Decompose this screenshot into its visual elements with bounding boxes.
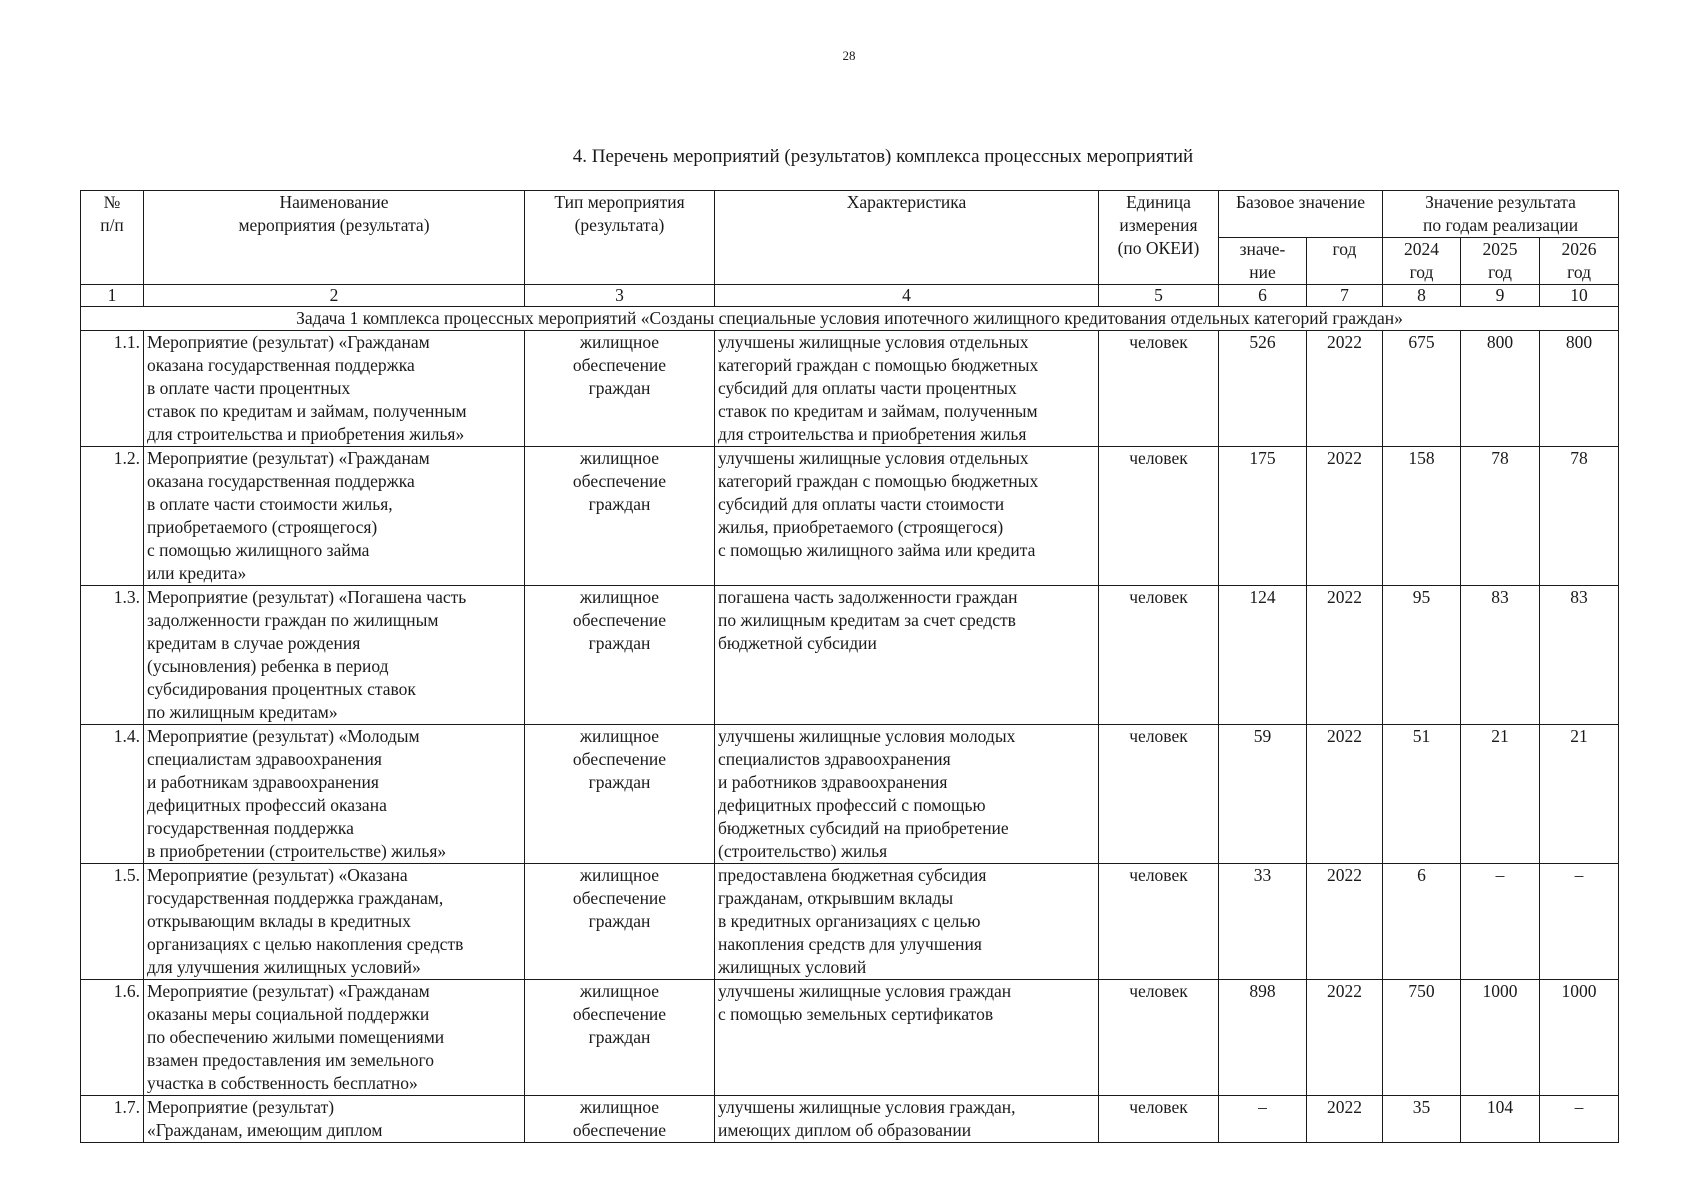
row-base-value: 898	[1219, 980, 1307, 1096]
row-name: Мероприятие (результат) «Гражданам оказана государственная поддержка в оплате части процентных ставок по кредитам и займам, полученным для строительства и приобретения жилья»	[144, 331, 525, 447]
column-number: 6	[1219, 285, 1307, 307]
row-characteristic: улучшены жилищные условия отдельных категорий граждан с помощью бюджетных субсидий для оплаты части процентных ставок по кредитам и займам, полученным для строительства и приобретения жилья	[715, 331, 1099, 447]
row-base-year: 2022	[1307, 447, 1383, 586]
row-num: 1.5.	[81, 864, 144, 980]
row-type: жилищное обеспечение	[525, 1096, 715, 1143]
activities-table	[80, 190, 1619, 1143]
row-num: 1.2.	[81, 447, 144, 586]
column-number: 4	[715, 285, 1099, 307]
header-unit: Единица измерения (по ОКЕИ)	[1099, 191, 1219, 285]
header-year-2024: 2024 год	[1383, 238, 1461, 285]
row-base-value: 124	[1219, 586, 1307, 725]
row-value-2024: 95	[1383, 586, 1461, 725]
row-num: 1.7.	[81, 1096, 144, 1143]
row-unit: человек	[1099, 980, 1219, 1096]
row-value-2025: 104	[1461, 1096, 1540, 1143]
row-unit: человек	[1099, 331, 1219, 447]
row-value-2025: 78	[1461, 447, 1540, 586]
row-base-year: 2022	[1307, 331, 1383, 447]
row-type: жилищное обеспечение граждан	[525, 725, 715, 864]
row-characteristic: улучшены жилищные условия молодых специалистов здравоохранения и работников здравоохранения дефицитных профессий с помощью бюджетных субсидий на приобретение (строительство) жилья	[715, 725, 1099, 864]
header-characteristic: Характеристика	[715, 191, 1099, 285]
row-num: 1.1.	[81, 331, 144, 447]
table-row	[81, 864, 1619, 980]
row-characteristic: предоставлена бюджетная субсидия гражданам, открывшим вклады в кредитных организациях с целью накопления средств для улучшения жилищных условий	[715, 864, 1099, 980]
header-year-2025: 2025 год	[1461, 238, 1540, 285]
row-value-2025: 21	[1461, 725, 1540, 864]
row-unit: человек	[1099, 1096, 1219, 1143]
row-base-year: 2022	[1307, 1096, 1383, 1143]
task-row	[81, 307, 1619, 331]
row-base-year: 2022	[1307, 980, 1383, 1096]
row-type: жилищное обеспечение граждан	[525, 586, 715, 725]
column-number: 10	[1540, 285, 1619, 307]
row-type: жилищное обеспечение граждан	[525, 447, 715, 586]
row-value-2025: 83	[1461, 586, 1540, 725]
column-number: 8	[1383, 285, 1461, 307]
row-base-value: 175	[1219, 447, 1307, 586]
table-row	[81, 586, 1619, 725]
row-value-2024: 158	[1383, 447, 1461, 586]
row-name: Мероприятие (результат) «Погашена часть задолженности граждан по жилищным кредитам в случае рождения (усыновления) ребенка в период субсидирования процентных ставок по жилищным кредитам»	[144, 586, 525, 725]
header-num: № п/п	[81, 191, 144, 285]
row-characteristic: улучшены жилищные условия граждан с помощью земельных сертификатов	[715, 980, 1099, 1096]
row-base-value: 59	[1219, 725, 1307, 864]
row-characteristic: улучшены жилищные условия отдельных категорий граждан с помощью бюджетных субсидий для оплаты части стоимости жилья, приобретаемого (строящегося) с помощью жилищного займа или кредита	[715, 447, 1099, 586]
task-title: Задача 1 комплекса процессных мероприятий «Созданы специальные условия ипотечного жилищного кредитования отдельных категорий граждан»	[81, 307, 1619, 331]
header-base-year: год	[1307, 238, 1383, 285]
row-characteristic: улучшены жилищные условия граждан, имеющих диплом об образовании	[715, 1096, 1099, 1143]
row-characteristic: погашена часть задолженности граждан по жилищным кредитам за счет средств бюджетной субсидии	[715, 586, 1099, 725]
row-name: Мероприятие (результат) «Молодым специалистам здравоохранения и работникам здравоохранения дефицитных профессий оказана государственная поддержка в приобретении (строительстве) жилья»	[144, 725, 525, 864]
row-value-2026: –	[1540, 864, 1619, 980]
row-base-year: 2022	[1307, 725, 1383, 864]
column-number: 1	[81, 285, 144, 307]
row-type: жилищное обеспечение граждан	[525, 864, 715, 980]
table-row	[81, 331, 1619, 447]
row-base-value: 33	[1219, 864, 1307, 980]
row-value-2026: 78	[1540, 447, 1619, 586]
row-value-2024: 35	[1383, 1096, 1461, 1143]
row-value-2026: –	[1540, 1096, 1619, 1143]
row-name: Мероприятие (результат) «Гражданам оказана государственная поддержка в оплате части стоимости жилья, приобретаемого (строящегося) с помощью жилищного займа или кредита»	[144, 447, 525, 586]
table-row	[81, 725, 1619, 864]
row-value-2025: –	[1461, 864, 1540, 980]
row-type: жилищное обеспечение граждан	[525, 980, 715, 1096]
row-type: жилищное обеспечение граждан	[525, 331, 715, 447]
row-name: Мероприятие (результат) «Гражданам, имеющим диплом	[144, 1096, 525, 1143]
row-value-2026: 800	[1540, 331, 1619, 447]
row-base-year: 2022	[1307, 586, 1383, 725]
header-base: Базовое значение	[1219, 191, 1383, 238]
table-row	[81, 1096, 1619, 1143]
table-row	[81, 980, 1619, 1096]
row-value-2026: 83	[1540, 586, 1619, 725]
row-num: 1.4.	[81, 725, 144, 864]
row-value-2026: 1000	[1540, 980, 1619, 1096]
row-unit: человек	[1099, 586, 1219, 725]
header-base-value: значе- ние	[1219, 238, 1307, 285]
header-row-1	[81, 191, 1619, 238]
row-unit: человек	[1099, 864, 1219, 980]
header-type: Тип мероприятия (результата)	[525, 191, 715, 285]
column-numbers-row	[81, 285, 1619, 307]
row-unit: человек	[1099, 447, 1219, 586]
header-name: Наименование мероприятия (результата)	[144, 191, 525, 285]
section-title: 4. Перечень мероприятий (результатов) комплекса процессных мероприятий	[572, 146, 1194, 167]
table-row	[81, 447, 1619, 586]
header-result: Значение результата по годам реализации	[1383, 191, 1619, 238]
row-base-value: –	[1219, 1096, 1307, 1143]
row-value-2024: 51	[1383, 725, 1461, 864]
column-number: 2	[144, 285, 525, 307]
row-value-2025: 1000	[1461, 980, 1540, 1096]
row-value-2025: 800	[1461, 331, 1540, 447]
row-value-2024: 6	[1383, 864, 1461, 980]
column-number: 9	[1461, 285, 1540, 307]
row-name: Мероприятие (результат) «Гражданам оказаны меры социальной поддержки по обеспечению жилыми помещениями взамен предоставления им земельного участка в собственность бесплатно»	[144, 980, 525, 1096]
row-unit: человек	[1099, 725, 1219, 864]
column-number: 5	[1099, 285, 1219, 307]
row-value-2024: 750	[1383, 980, 1461, 1096]
row-num: 1.6.	[81, 980, 144, 1096]
row-num: 1.3.	[81, 586, 144, 725]
row-base-year: 2022	[1307, 864, 1383, 980]
row-base-value: 526	[1219, 331, 1307, 447]
row-value-2026: 21	[1540, 725, 1619, 864]
column-number: 3	[525, 285, 715, 307]
header-year-2026: 2026 год	[1540, 238, 1619, 285]
page-number: 28	[842, 48, 856, 63]
row-name: Мероприятие (результат) «Оказана государственная поддержка гражданам, открывающим вклады в кредитных организациях с целью накопления средств для улучшения жилищных условий»	[144, 864, 525, 980]
row-value-2024: 675	[1383, 331, 1461, 447]
column-number: 7	[1307, 285, 1383, 307]
